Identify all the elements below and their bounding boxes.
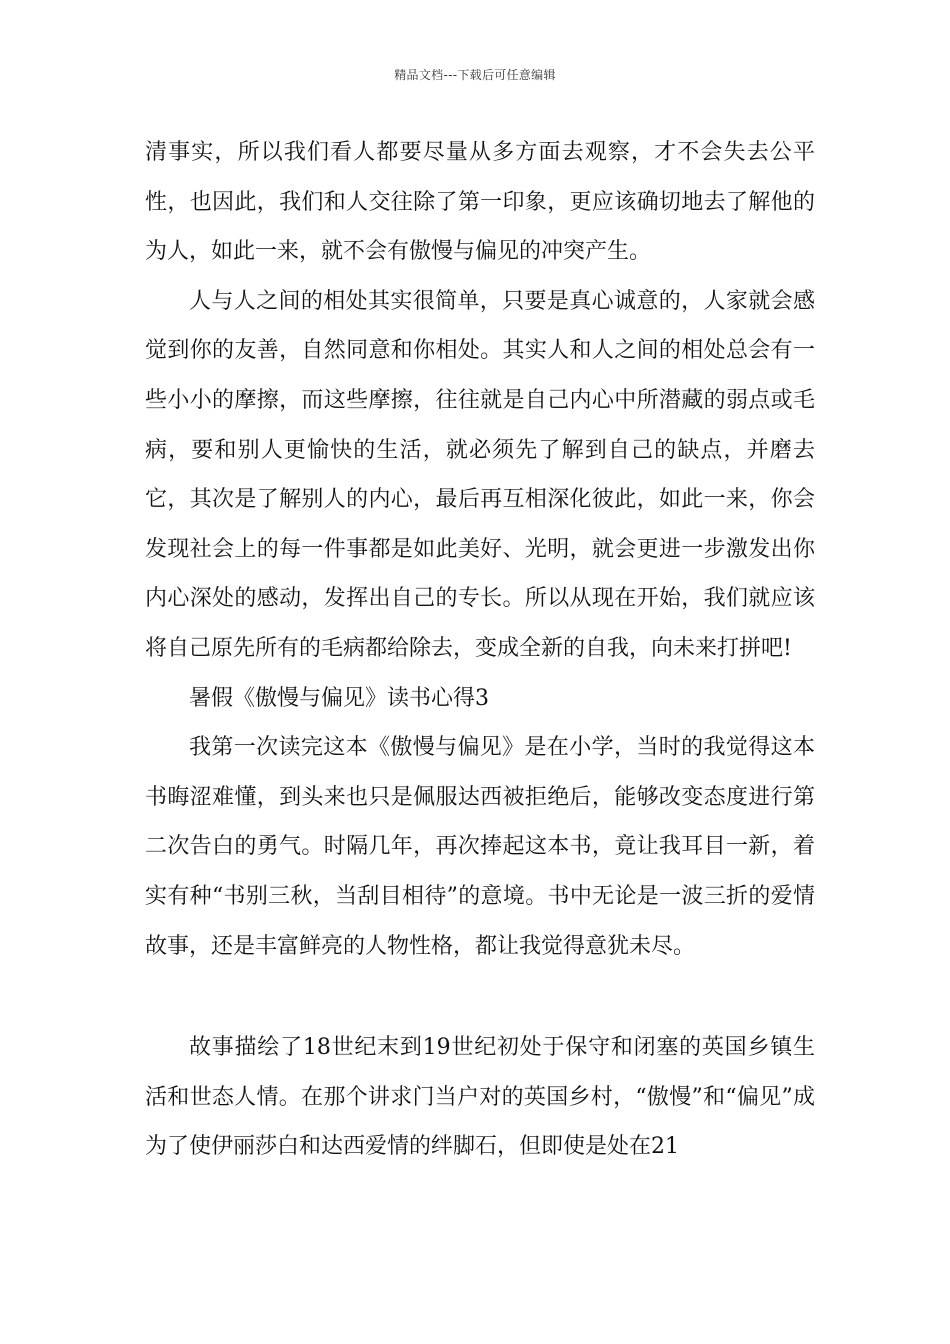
document-body — [145, 128, 815, 1172]
section-heading: 暑假《傲慢与偏见》读书心得3 — [189, 685, 489, 711]
paragraph-relationships: 人与人之间的相处其实很简单，只要是真心诚意的，人家就会感觉到你的友善，自然同意和你相处。其实人和人之间的相处总会有一些小小的摩擦，而这些摩擦，往往就是自己内心中所潜藏的弱点或毛病，要和别人更愉快的生活，就必须先了解到自己的缺点，并磨去它，其次是了解别人的内心，最后再互相深化彼此，如此一来，你会发现社会上的每一件事都是如此美好、光明，就会更进一步激发出你内心深处的感动，发挥出自己的专长。所以从现在开始，我们就应该将自己原先所有的毛病都给除去，变成全新的自我，向未来打拼吧! — [145, 288, 815, 661]
paragraph-first-reading: 我第一次读完这本《傲慢与偏见》是在小学，当时的我觉得这本书晦涩难懂，到头来也只是佩服达西被拒绝后，能够改变态度进行第二次告白的勇气。时隔几年，再次捧起这本书，竟让我耳目一新，着实有种“书别三秋，当刮目相待”的意境。书中无论是一波三折的爱情故事，还是丰富鲜亮的人物性格，都让我觉得意犹未尽。 — [145, 735, 815, 959]
paragraph-spacer — [145, 971, 815, 1023]
paragraph-story-setting: 故事描绘了18世纪末到19世纪初处于保守和闭塞的英国乡镇生活和世态人情。在那个讲求门当户对的英国乡村，“傲慢”和“偏见”成为了使伊丽莎白和达西爱情的绊脚石，但即使是处在21 — [145, 1035, 815, 1160]
page-header: 精品文档---下载后可任意编辑 — [394, 68, 556, 82]
paragraph-continuation: 清事实，所以我们看人都要尽量从多方面去观察，才不会失去公平性，也因此，我们和人交往除了第一印象，更应该确切地去了解他的为人，如此一来，就不会有傲慢与偏见的冲突产生。 — [145, 140, 815, 265]
